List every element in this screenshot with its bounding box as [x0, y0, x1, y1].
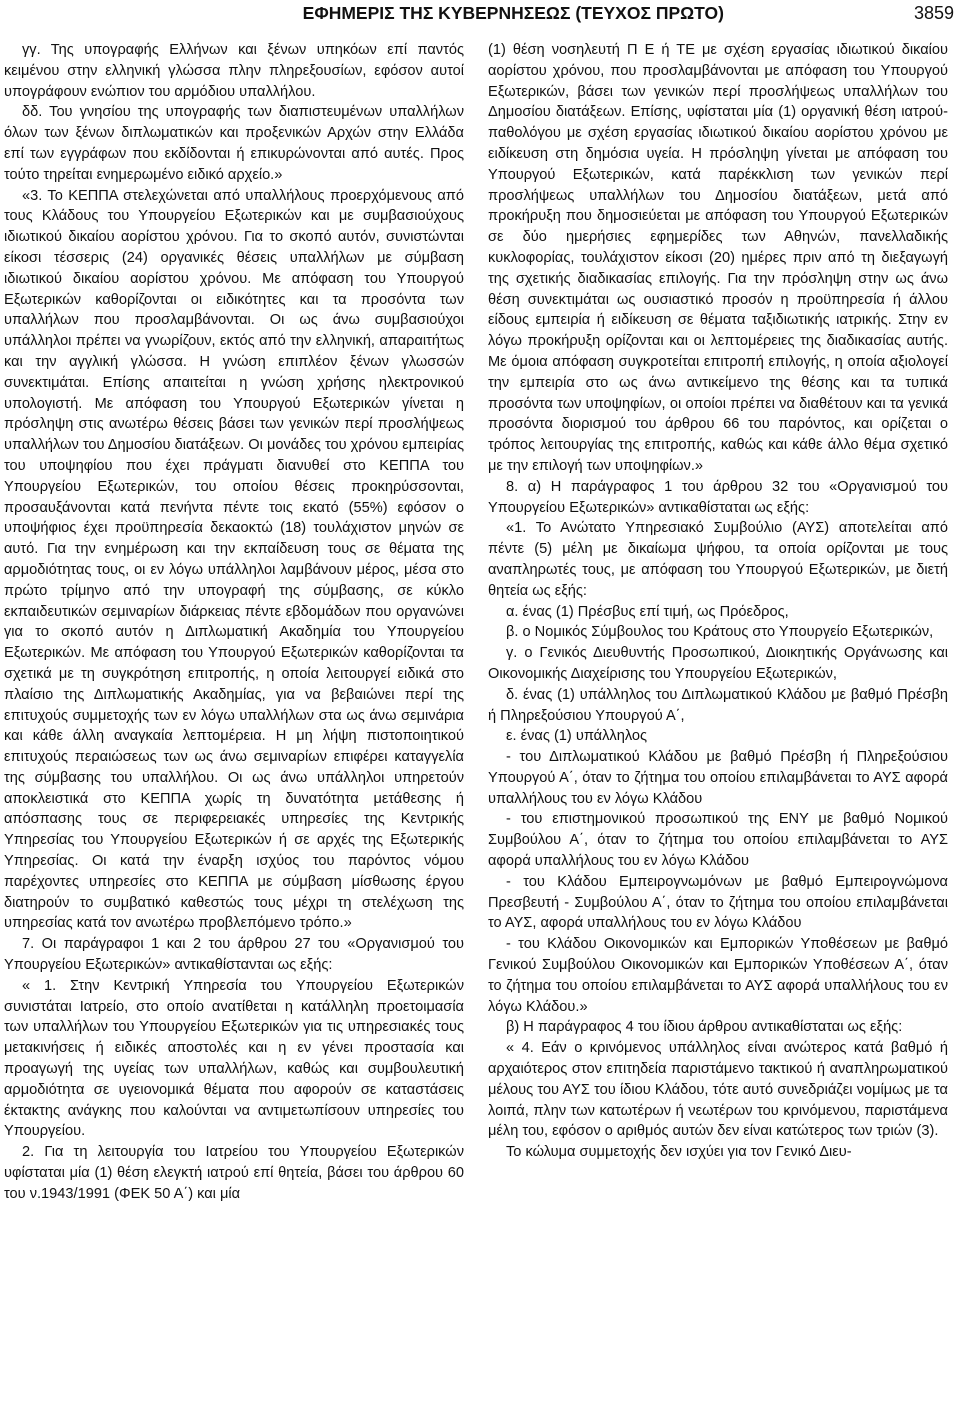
paragraph: - του Κλάδου Οικονομικών και Εμπορικών Υποθέσεων με βαθμό Γενικού Συμβούλου Οικονομικών και Εμπορικών Υποθέσεων Α΄, όταν το ζήτημα του οποίου επιλαμβάνεται το ΑΥΣ αφορά υπαλλήλους του εν λόγω Κλάδου.»: [488, 936, 948, 1015]
left-column: [4, 40, 464, 1205]
paragraph: «1. Το Ανώτατο Υπηρεσιακό Συμβούλιο (ΑΥΣ) αποτελείται από πέντε (5) μέλη με δικαίωμα ψήφου, τα οποία ορίζονται με τους αναπληρωτές τους, με απόφαση του Υπουργού Εξωτερικών, με διετή θητεία ως εξής:: [488, 520, 948, 599]
paragraph: Το κώλυμα συμμετοχής δεν ισχύει για τον Γενικό Διευ-: [506, 1144, 852, 1161]
paragraph: 7. Οι παράγραφοι 1 και 2 του άρθρου 27 του «Οργανισμού του Υπουργείου Εξωτερικών» αντικαθίστανται ως εξής:: [4, 936, 464, 974]
paragraph: - του Διπλωματικού Κλάδου με βαθμό Πρέσβη ή Πληρεξούσιου Υπουργού Α΄, όταν το ζήτημα του οποίου επιλαμβάνεται το ΑΥΣ αφορά υπαλλήλους του εν λόγω Κλάδου: [488, 749, 948, 807]
right-column: [488, 40, 948, 1163]
paragraph: β) Η παράγραφος 4 του ίδιου άρθρου αντικαθίσταται ως εξής:: [506, 1019, 903, 1036]
paragraph: α. ένας (1) Πρέσβυς επί τιμή, ως Πρόεδρος,: [506, 603, 789, 620]
gazette-title: ΕΦΗΜΕΡΙΣ ΤΗΣ ΚΥΒΕΡΝΗΣΕΩΣ (ΤΕΥΧΟΣ ΠΡΩΤΟ): [302, 3, 724, 23]
paragraph: δδ. Του γνησίου της υπογραφής των διαπιστευμένων υπαλλήλων όλων των ξένων διπλωματικών και προξενικών Αρχών στην Ελλάδα επί των εγγράφων που εκδίδονται ή επικυρώνονται από αυτές. Προς τούτο τηρείται ενημερωμένο ειδικό αρχείο.»: [4, 104, 464, 183]
page-header: [0, 3, 960, 27]
page-number: 3859: [913, 3, 954, 23]
paragraph: 2. Για τη λειτουργία του Ιατρείου του Υπουργείου Εξωτερικών υφίσταται μία (1) θέση ελεγκτή ιατρού επί θητεία, βάσει του άρθρου 60 του ν.1943/1991 (ΦΕΚ 50 Α΄) και μία: [4, 1144, 464, 1202]
paragraph: 8. α) Η παράγραφος 1 του άρθρου 32 του «Οργανισμού του Υπουργείου Εξωτερικών» αντικαθίσταται ως εξής:: [488, 478, 948, 516]
paragraph: « 1. Στην Κεντρική Υπηρεσία του Υπουργείου Εξωτερικών συνιστάται Ιατρείο, στο οποίο ανατίθεται η κατάλληλη προετοιμασία των υπαλλήλων του Υπουργείου Εξωτερικών για τις υπηρεσιακές τους μετακινήσεις ή ειδικές αποστολές και η εν γένει προστασία και προαγωγή της υγείας των υπαλλήλων, καθώς και συμβουλευτική αρμοδιότητα σε υγειονομικά θέματα που αφορούν σε καταστάσεις έκτακτης ανάγκης που καλούνται να αντιμετωπίσουν υπηρεσίες του Υπουργείου.: [4, 977, 464, 1140]
paragraph: ε. ένας (1) υπάλληλος: [506, 728, 648, 745]
paragraph: «3. Το ΚΕΠΠΑ στελεχώνεται από υπαλλήλους προερχόμενους από τους Κλάδους του Υπουργείου Εξωτερικών και με συμβασιούχους ιδιωτικού δικαίου αορίστου χρόνου. Για το σκοπό αυτόν, συνιστώνται είκοσι τέσσερις (24) οργανικές θέσεις υπαλλήλων με σύμβαση ιδιωτικού δικαίου αορίστου χρόνου. Με απόφαση του Υπουργού Εξωτερικών καθορίζονται οι ειδικότητες και τα προσόντα των υπαλλήλων που προσλαμβάνονται. Οι ως άνω συμβασιούχοι υπάλληλοι πρέπει να γνωρίζουν, εκτός από την ελληνική, απαραιτήτως και την αγγλική γλώσσα. Η γνώση επιπλέον ξένων γλωσσών συνεκτιμάται. Επίσης απαιτείται η γνώση χρήσης ηλεκτρονικού υπολογιστή. Με απόφαση του Υπουργού Εξωτερικών γίνεται η πρόσληψη στις ανωτέρω θέσεις βάσει των γενικών περί προσλήψεως υπαλλήλων του Δημοσίου διατάξεων. Οι μονάδες του χρόνου εμπειρίας του υποψηφίου που έχει πράγματι διανυθεί στο ΚΕΠΠΑ του Υπουργείου Εξωτερικών, του οποίου θέσεις προκηρύσσονται, προσαυξάνονται κατά πενήντα πέντε τοις εκατό (55%) εφόσον ο υποψήφιος έχει προϋπηρεσία δεκαοκτώ (18) τουλάχιστον μηνών σε αυτό. Για την ενημέρωση και την εκπαίδευση τους σε θέματα της αρμοδιότητας τους, οι εν λόγω υπάλληλοι λαμβάνουν μέρος, μέσα στο πρώτο τρίμηνο από την υπογραφή της σύμβασης, σε κύκλο εκπαιδευτικών σεμιναρίων διάρκειας πέντε εβδομάδων που οργανώνει για το σκοπό αυτόν η Διπλωματική Ακαδημία του Υπουργείου Εξωτερικών. Με απόφαση του Υπουργού Εξωτερικών καθορίζονται τα σχετικά με τη συγκρότηση επιτροπής, η οποία λειτουργεί ειδικά στο πλαίσιο της Διπλωματικής Ακαδημίας, για να βεβαιώνει περί της επιτυχούς συμμετοχής των εν λόγω υπαλλήλων στα ως άνω σεμινάρια και κάθε άλλη αναγκαία λεπτομέρεια. Η μη λήψη πιστοποιητικού επιτυχούς περαιώσεως των ως άνω σεμιναρίων επιφέρει καταγγελία της σύμβασης του υπαλλήλου. Οι ως άνω υπάλληλοι υπηρετούν αποκλειστικά στο ΚΕΠΠΑ χωρίς τη δυνατότητα μετάθεσης ή απόσπασης τους σε περιφερειακές υπηρεσίες της Κεντρικής Υπηρεσίας του Υπουργείου Εξωτερικών ή σε αρχές της Εξωτερικής Υπηρεσίας. Οι κατά την έναρξη ισχύος του παρόντος νόμου παρέχοντες υπηρεσίες στο ΚΕΠΠΑ με σύμβαση μίσθωσης έργου διατηρούν το συμβατικό καθεστώς τους μέχρι τη στελέχωση της υπηρεσίας κατά τον ανωτέρω προβλεπόμενο τρόπο.»: [4, 187, 464, 932]
paragraph: β. ο Νομικός Σύμβουλος του Κράτους στο Υπουργείο Εξωτερικών,: [506, 624, 934, 641]
paragraph: γ. ο Γενικός Διευθυντής Προσωπικού, Διοικητικής Οργάνωσης και Οικονομικής Διαχείρισης του Υπουργείου Εξωτερικών,: [488, 645, 948, 682]
paragraph: (1) θέση νοσηλευτή Π Ε ή ΤΕ με σχέση εργασίας ιδιωτικού δικαίου αορίστου χρόνου, που προσλαμβάνονται με απόφαση του Υπουργού Εξωτερικών, βάσει των γενικών περί προσλήψεως υπαλλήλων του Δημοσίου διατάξεων. Επίσης, υφίσταται μία (1) οργανική θέση ιατρού-παθολόγου με σχέση εργασίας ιδιωτικού δικαίου αορίστου χρόνου με ειδίκευση στη δημόσια υγεία. Η πρόσληψη γίνεται με απόφαση του Υπουργού Εξωτερικών, κατά παρέκκλιση των γενικών περί προσλήψεως υπαλλήλων του Δημοσίου διατάξεων, μετά από προκήρυξη που δημοσιεύεται με απόφαση του Υπουργού Εξωτερικών σε δύο ημερήσιες εφημερίδες των Αθηνών, πανελλαδικής κυκλοφορίας, τουλάχιστον είκοσι (20) ημέρες πριν από τη διεξαγωγή της σχετικής διαδικασίας επιλογής. Για την πρόσληψη στην ως άνω θέση συνεκτιμάται ως ουσιαστικό προσόν η προϋπηρεσία ή άλλου είδους εμπειρία ή ειδίκευση σε θέματα ταξιδιωτικής ιατρικής. Στην εν λόγω προκήρυξη ορίζονται και οι λεπτομέρειες της διαδικασίας αυτής. Με όμοια απόφαση συγκροτείται επιτροπή επιλογής, η οποία αξιολογεί την εμπειρία στο ως άνω αντικείμενο της θέσης και τα τυπικά προσόντα των υποψηφίων, οι οποίοι πρέπει να διαθέτουν και τα γενικά προσόντα διορισμού του άρθρου 66 του παρόντος, και ορίζεται ο τρόπος λειτουργίας της επιτροπής, καθώς και κάθε άλλο θέμα σχετικό με την επιλογή των υποψηφίων.»: [488, 42, 948, 474]
paragraph: - του Κλάδου Εμπειρογνωμόνων με βαθμό Εμπειρογνώμονα Πρεσβευτή - Συμβούλου Α΄, όταν το ζήτημα του οποίου επιλαμβάνεται το ΑΥΣ, αφορά υπαλλήλους του εν λόγω Κλάδου: [488, 873, 948, 932]
paragraph: « 4. Εάν ο κρινόμενος υπάλληλος είναι ανώτερος κατά βαθμό ή αρχαιότερος στον επιτηδεία παριστάμενο τακτικού ή αναπληρωματικού μέλους του ΑΥΣ του ίδιου Κλάδου, τότε αυτό συνεδριάζει νομίμως με τα λοιπά, πλην των κατωτέρων ή νεωτέρων του κρινόμενου, παριστάμενα μέλη του, εφόσον ο αριθμός αυτών δεν είναι κατώτερος των τριών (3).: [488, 1040, 948, 1140]
paragraph: - του επιστημονικού προσωπικού της ΕΝΥ με βαθμό Νομικού Συμβούλου Α΄, όταν το ζήτημα του οποίου επιλαμβάνεται το ΑΥΣ αφορά υπαλλήλους του εν λόγω Κλάδου: [488, 811, 948, 870]
paragraph: γγ. Της υπογραφής Ελλήνων και ξένων υπηκόων επί παντός κειμένου στην ελληνική γλώσσα πλην πληρεξουσίων, εφόσον αυτοί υπογράφουν ενώπιον του αρμόδιου υπαλλήλου.: [4, 42, 464, 100]
paragraph: δ. ένας (1) υπάλληλος του Διπλωματικού Κλάδου με βαθμό Πρέσβη ή Πληρεξούσιου Υπουργού Α΄,: [488, 686, 948, 724]
